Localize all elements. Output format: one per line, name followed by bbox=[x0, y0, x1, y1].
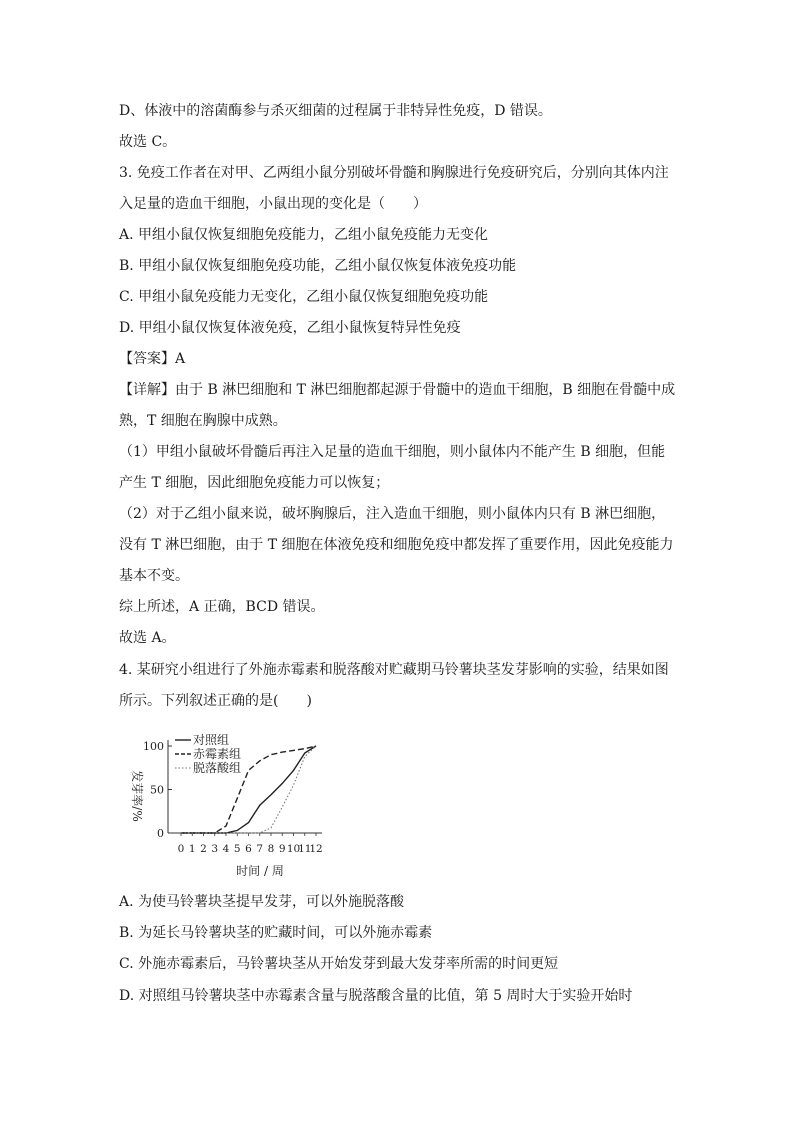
legend-label: 对照组 bbox=[193, 733, 230, 747]
text-line: 故选 A。 bbox=[119, 630, 176, 646]
text-line: D、体液中的溶菌酶参与杀灭细菌的过程属于非特异性免疫，D 错误。 bbox=[119, 103, 552, 119]
y-tick-label: 50 bbox=[150, 783, 164, 797]
text-line: 所示。下列叙述正确的是( ) bbox=[119, 693, 312, 709]
y-axis-label: 发芽率/% bbox=[130, 770, 144, 822]
y-tick-label: 0 bbox=[157, 827, 164, 840]
x-tick-label: 8 bbox=[267, 843, 275, 855]
x-tick-label: 5 bbox=[233, 843, 241, 855]
text-line: 4. 某研究小组进行了外施赤霉素和脱落酸对贮藏期马铃薯块茎发芽影响的实验，结果如图 bbox=[119, 662, 669, 678]
text-line: 入足量的造血干细胞，小鼠出现的变化是（ ） bbox=[119, 196, 427, 212]
x-tick-label: 11 bbox=[298, 843, 312, 855]
x-axis-label: 时间 / 周 bbox=[236, 864, 284, 878]
legend-label: 赤霉素组 bbox=[193, 747, 242, 761]
text-line: 【答案】A bbox=[119, 351, 186, 367]
x-tick-label: 6 bbox=[245, 843, 252, 855]
legend-label: 脱落酸组 bbox=[193, 761, 242, 775]
text-line: 故选 C。 bbox=[119, 134, 177, 150]
text-line: 基本不变。 bbox=[119, 568, 189, 584]
x-tick-label: 9 bbox=[278, 843, 286, 855]
x-tick-label: 12 bbox=[309, 843, 323, 855]
chart-axes bbox=[168, 740, 322, 833]
x-tick-label: 1 bbox=[188, 843, 196, 855]
text-line: 综上所述，A 正确，BCD 错误。 bbox=[119, 599, 325, 615]
x-tick-label: 3 bbox=[211, 843, 219, 855]
q4-option: B. 为延长马铃薯块茎的贮藏时间，可以外施赤霉素 bbox=[119, 925, 433, 941]
q4-option: C. 外施赤霉素后，马铃薯块茎从开始发芽到最大发芽率所需的时间更短 bbox=[119, 956, 559, 972]
text-line: 【详解】由于 B 淋巴细胞和 T 淋巴细胞都起源于骨髓中的造血干细胞，B 细胞在骨髓中成 bbox=[119, 382, 676, 398]
germination-chart bbox=[118, 728, 358, 880]
text-line: B. 甲组小鼠仅恢复细胞免疫功能，乙组小鼠仅恢复体液免疫功能 bbox=[119, 258, 517, 274]
x-tick-label: 10 bbox=[286, 843, 301, 855]
text-line: 产生 T 细胞，因此细胞免疫能力可以恢复； bbox=[119, 475, 390, 491]
text-line: （2）对于乙组小鼠来说，破坏胸腺后，注入造血干细胞，则小鼠体内只有 B 淋巴细胞， bbox=[119, 506, 666, 522]
q4-option: A. 为使马铃薯块茎提早发芽，可以外施脱落酸 bbox=[119, 894, 405, 910]
y-tick-label: 100 bbox=[143, 740, 164, 753]
q4-option: D. 对照组马铃薯块茎中赤霉素含量与脱落酸含量的比值，第 5 周时大于实验开始时 bbox=[119, 988, 633, 1004]
text-line: 3. 免疫工作者在对甲、乙两组小鼠分别破坏骨髓和胸腺进行免疫研究后，分别向其体内注 bbox=[119, 165, 669, 181]
text-line: （1）甲组小鼠破坏骨髓后再注入足量的造血干细胞，则小鼠体内不能产生 B 细胞，但能 bbox=[119, 444, 666, 460]
text-line: A. 甲组小鼠仅恢复细胞免疫能力，乙组小鼠免疫能力无变化 bbox=[119, 227, 489, 243]
x-tick-label: 4 bbox=[222, 843, 230, 855]
text-line: C. 甲组小鼠免疫能力无变化，乙组小鼠仅恢复细胞免疫功能 bbox=[119, 289, 489, 305]
x-tick-label: 2 bbox=[200, 843, 207, 855]
text-line: 没有 T 淋巴细胞，由于 T 细胞在体液免疫和细胞免疫中都发挥了重要作用，因此免疫能力 bbox=[119, 537, 674, 553]
x-tick-label: 7 bbox=[256, 843, 264, 855]
chart-legend bbox=[175, 732, 241, 775]
text-line: D. 甲组小鼠仅恢复体液免疫，乙组小鼠恢复特异性免疫 bbox=[119, 320, 461, 336]
x-tick-label: 0 bbox=[177, 843, 185, 855]
text-line: 熟，T 细胞在胸腺中成熟。 bbox=[119, 413, 287, 429]
